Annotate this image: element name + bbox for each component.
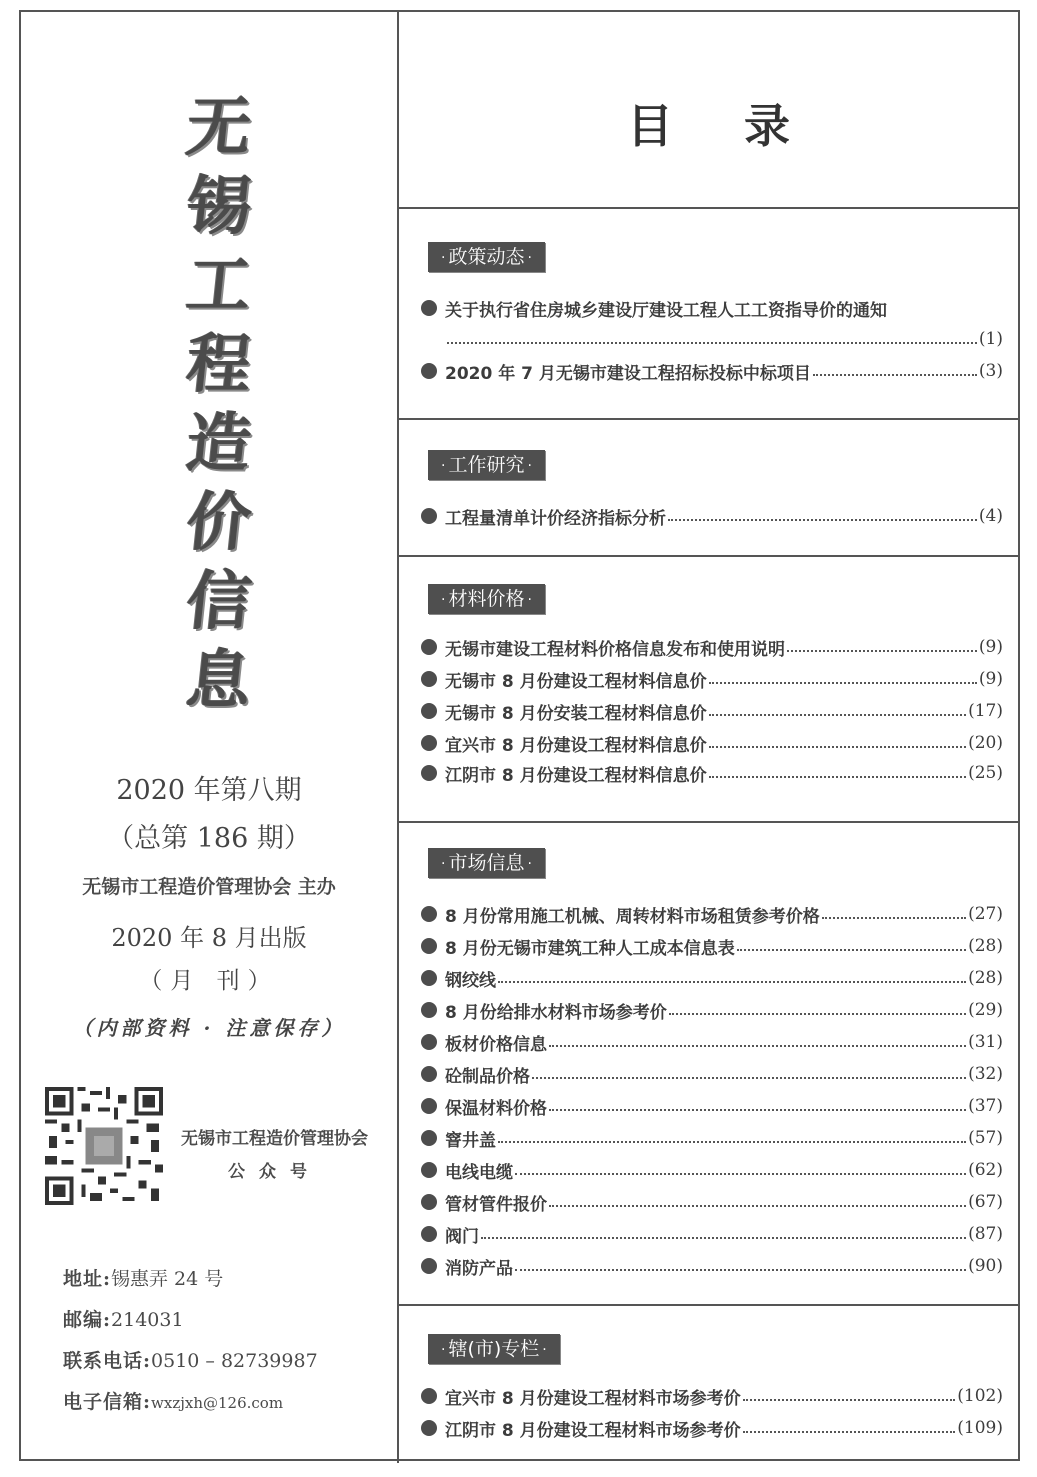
bullet-icon [421,1194,437,1210]
toc-entry[interactable]: 砼制品价格 (32) [421,1061,1003,1087]
dot-leader [709,682,977,684]
contact-email: 电子信箱:wxzjxh@126.com [63,1391,284,1413]
masthead-char: 程 [183,327,255,402]
toc-entry[interactable]: 8 月份常用施工机械、周转材料市场租赁参考价格 (27) [421,901,1003,927]
toc-section-materials [399,557,1020,821]
bullet-icon [421,1066,437,1082]
dot-leader [498,1141,966,1143]
bullet-icon [421,765,437,781]
toc-entry[interactable]: 板材价格信息 (31) [421,1029,1003,1055]
toc-entry[interactable]: 管材管件报价 (67) [421,1189,1003,1215]
dot-leader [549,1109,966,1111]
qr-code-icon [45,1087,163,1205]
bullet-icon [421,1098,437,1114]
qr-label-account: 公众号 [228,1162,321,1182]
toc-entry[interactable]: 宜兴市 8 月份建设工程材料市场参考价 (102) [421,1383,1003,1409]
dot-leader [498,981,966,983]
dot-leader [447,342,977,344]
bullet-icon [421,363,437,379]
section-badge: · 辖(市)专栏 · [428,1334,560,1364]
bullet-icon [421,671,437,687]
toc-entry[interactable]: 无锡市 8 月份建设工程材料信息价 (9) [421,666,1003,692]
dot-leader [813,374,977,376]
toc-section-county [399,1306,1020,1461]
toc-entry[interactable]: 阀门 (87) [421,1221,1003,1247]
toc-entry[interactable]: 工程量清单计价经济指标分析 (4) [421,503,1003,529]
bullet-icon [421,1226,437,1242]
section-badge: · 市场信息 · [428,848,545,878]
toc-entry[interactable]: 关于执行省住房城乡建设厅建设工程人工工资指导价的通知 [421,295,1003,321]
dot-leader [709,714,966,716]
bullet-icon [421,1258,437,1274]
issue-total: （总第 186 期） [107,823,311,854]
bullet-icon [421,1130,437,1146]
toc-entry-continuation[interactable]: (1) [421,326,1003,352]
bullet-icon [421,970,437,986]
toc-title-char: 目 [627,99,673,153]
bullet-icon [421,938,437,954]
dot-leader [669,1013,966,1015]
masthead-char: 价 [183,485,255,560]
dot-leader [668,519,977,521]
bullet-icon [421,735,437,751]
section-badge: · 材料价格 · [428,584,545,614]
masthead-char: 锡 [183,169,255,244]
toc-entry[interactable]: 8 月份无锡市建筑工种人工成本信息表 (28) [421,933,1003,959]
masthead-char: 工 [183,248,255,323]
internal-note: （内部资料 · 注意保存） [72,1016,346,1040]
issue-number: 2020 年第八期 [116,775,302,806]
masthead-char: 信 [183,564,255,639]
toc-section-policy [399,209,1020,418]
dot-leader [549,1045,966,1047]
toc-title-char: 录 [744,99,790,153]
dot-leader [481,1237,966,1239]
bullet-icon [421,906,437,922]
bullet-icon [421,300,437,316]
toc-entry[interactable]: 消防产品 (90) [421,1253,1003,1279]
frequency: （月 刊） [139,968,279,994]
dot-leader [549,1205,966,1207]
toc-entry[interactable]: 江阴市 8 月份建设工程材料信息价 (25) [421,760,1003,786]
toc-entry[interactable]: 8 月份给排水材料市场参考价 (29) [421,997,1003,1023]
publish-date: 2020 年 8 月出版 [111,924,307,952]
bullet-icon [421,703,437,719]
toc-entry[interactable]: 窨井盖 (57) [421,1125,1003,1151]
section-badge: · 政策动态 · [428,242,545,272]
toc-entry[interactable]: 保温材料价格 (37) [421,1093,1003,1119]
toc-entry[interactable]: 江阴市 8 月份建设工程材料市场参考价 (109) [421,1415,1003,1441]
bullet-icon [421,1034,437,1050]
dot-leader [737,949,966,951]
dot-leader [709,776,966,778]
bullet-icon [421,1388,437,1404]
dot-leader [709,746,966,748]
dot-leader [515,1269,966,1271]
dot-leader [532,1077,966,1079]
toc-entry[interactable]: 2020 年 7 月无锡市建设工程招标投标中标项目 (3) [421,358,1003,384]
dot-leader [787,650,977,652]
bullet-icon [421,639,437,655]
qr-label-org: 无锡市工程造价管理协会 [181,1129,368,1149]
toc-entry[interactable]: 电线电缆 (62) [421,1157,1003,1183]
toc-section-market [399,823,1020,1304]
bullet-icon [421,1002,437,1018]
sponsor: 无锡市工程造价管理协会 主办 [82,876,336,898]
contact-address: 地址:锡惠弄 24 号 [63,1268,224,1290]
section-badge: · 工作研究 · [428,450,545,480]
masthead-char: 无 [183,90,255,165]
cover-column [19,10,399,1463]
toc-entry[interactable]: 无锡市 8 月份安装工程材料信息价 (17) [421,698,1003,724]
contact-postcode: 邮编:214031 [63,1309,184,1331]
bullet-icon [421,1420,437,1436]
toc-title [399,12,1020,207]
dot-leader [822,917,966,919]
masthead-char: 造 [183,406,255,481]
bullet-icon [421,508,437,524]
dot-leader [743,1399,956,1401]
toc-entry[interactable]: 无锡市建设工程材料价格信息发布和使用说明 (9) [421,634,1003,660]
dot-leader [743,1431,956,1433]
bullet-icon [421,1162,437,1178]
toc-column [399,12,1020,1461]
toc-section-research [399,420,1020,555]
dot-leader [515,1173,966,1175]
toc-entry[interactable]: 钢绞线 (28) [421,965,1003,991]
masthead-title [159,88,279,720]
contact-phone: 联系电话:0510 – 82739987 [63,1350,318,1372]
masthead-char: 息 [183,643,255,718]
toc-entry[interactable]: 宜兴市 8 月份建设工程材料信息价 (20) [421,730,1003,756]
